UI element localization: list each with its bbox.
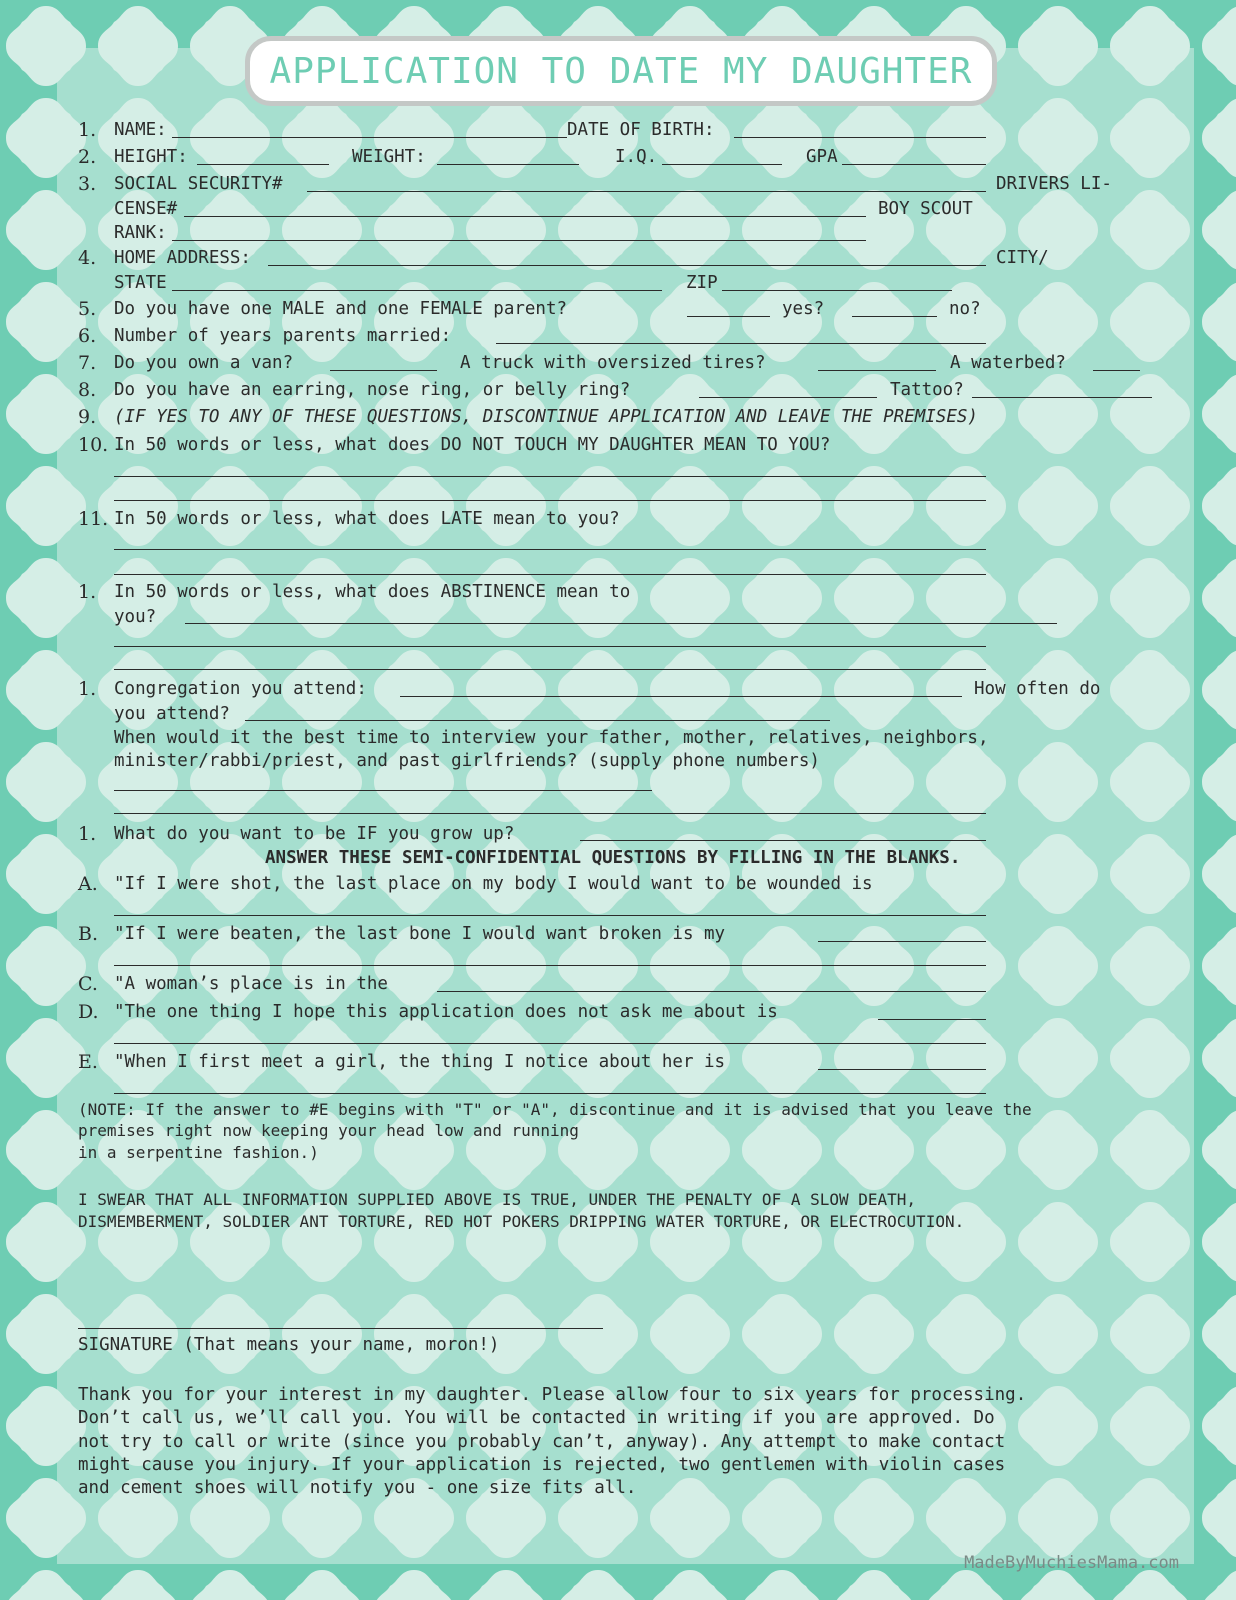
truck-label: A truck with oversized tires? [460, 353, 766, 373]
drivers-label: DRIVERS LI- [996, 174, 1112, 194]
watermark: MadeByMuchiesMama.com [964, 1553, 1179, 1573]
q12-answer-line-3[interactable] [114, 669, 986, 670]
q14-number: 1. [78, 823, 97, 845]
state-field[interactable] [172, 290, 662, 291]
dob-field[interactable] [734, 137, 986, 138]
q11-number: 11. [78, 508, 109, 530]
ssn-label: SOCIAL SECURITY# [114, 174, 283, 194]
qd-answer-line[interactable] [114, 1043, 986, 1044]
phone-numbers-line-2[interactable] [114, 813, 986, 814]
note-line-2: premises right now keeping your head low and running [78, 1121, 579, 1140]
qd-answer-field[interactable] [878, 1019, 986, 1020]
interview-text-1: When would it the best time to interview your father, mother, relatives, neighbors, [114, 728, 989, 748]
q6-number: 6. [78, 325, 97, 347]
q6-text: Number of years parents married: [114, 326, 452, 346]
state-label: STATE [114, 273, 167, 293]
q3-number: 3. [78, 173, 97, 195]
q5-no-label: no? [949, 299, 981, 319]
closing-line-3: not try to call or write (since you probably can’t, anyway). Any attempt to make contact [78, 1432, 1006, 1452]
piercing-field[interactable] [699, 397, 877, 398]
signature-field[interactable] [78, 1328, 603, 1329]
qe-letter: E. [78, 1051, 98, 1073]
ssn-field[interactable] [307, 191, 986, 192]
signature-label: SIGNATURE (That means your name, moron!) [78, 1335, 500, 1355]
q11-text: In 50 words or less, what does LATE mean to you? [114, 509, 620, 529]
qc-text: "A woman’s place is in the [114, 974, 388, 994]
attend-label: you attend? [114, 704, 230, 724]
qb-answer-line[interactable] [114, 965, 986, 966]
q12-answer-line-1[interactable] [185, 623, 1057, 624]
q14-text: What do you want to be IF you grow up? [114, 824, 515, 844]
qb-answer-field[interactable] [818, 941, 986, 942]
closing-line-4: might cause you injury. If your application is rejected, two gentlemen with violin cases [78, 1455, 1006, 1475]
q5-number: 5. [78, 298, 97, 320]
q12-answer-line-2[interactable] [114, 646, 986, 647]
zip-field[interactable] [722, 290, 952, 291]
name-field[interactable] [172, 137, 567, 138]
iq-label: I.Q. [615, 147, 658, 167]
boy-scout-label: BOY SCOUT [878, 199, 973, 219]
page-title: APPLICATION TO DATE MY DAUGHTER [269, 50, 973, 92]
tattoo-label: Tattoo? [890, 380, 964, 400]
qe-answer-field[interactable] [818, 1069, 986, 1070]
height-label: HEIGHT: [114, 147, 188, 167]
q9-warning: (IF YES TO ANY OF THESE QUESTIONS, DISCONTINUE APPLICATION AND LEAVE THE PREMISES) [114, 407, 978, 427]
closing-line-5: and cement shoes will notify you - one size fits all. [78, 1478, 637, 1498]
q5-yes-label: yes? [782, 299, 825, 319]
q10-answer-line-1[interactable] [114, 476, 986, 477]
q6-field[interactable] [496, 343, 986, 344]
congregation-field[interactable] [400, 696, 962, 697]
q11-answer-line-2[interactable] [114, 574, 986, 575]
truck-field[interactable] [818, 370, 936, 371]
q8-text: Do you have an earring, nose ring, or belly ring? [114, 380, 631, 400]
gpa-label: GPA [806, 147, 838, 167]
qc-letter: C. [78, 973, 98, 995]
name-label: NAME: [114, 120, 167, 140]
van-label: Do you own a van? [114, 353, 294, 373]
rank-label: RANK: [114, 223, 167, 243]
q5-text: Do you have one MALE and one FEMALE parent? [114, 299, 568, 319]
city-label: CITY/ [996, 248, 1049, 268]
license-field[interactable] [184, 216, 866, 217]
oath-line-2: DISMEMBERMENT, SOLDIER ANT TORTURE, RED HOT POKERS DRIPPING WATER TORTURE, OR ELECTROCUTION. [78, 1212, 965, 1231]
q12-number: 1. [78, 581, 97, 603]
oath-line-1: I SWEAR THAT ALL INFORMATION SUPPLIED ABOVE IS TRUE, UNDER THE PENALTY OF A SLOW DEATH, [78, 1190, 917, 1209]
congregation-label: Congregation you attend: [114, 679, 367, 699]
q5-no-field[interactable] [852, 316, 937, 317]
qc-answer-field[interactable] [437, 991, 986, 992]
weight-label: WEIGHT: [352, 147, 426, 167]
attend-field[interactable] [245, 720, 830, 721]
closing-line-2: Don’t call us, we’ll call you. You will be contacted in writing if you are approved. Do [78, 1408, 995, 1428]
how-often-label: How often do [974, 679, 1101, 699]
qb-text: "If I were beaten, the last bone I would want broken is my [114, 924, 726, 944]
q1-number: 1. [78, 119, 97, 141]
qb-letter: B. [78, 923, 99, 945]
q2-number: 2. [78, 146, 97, 168]
q10-text: In 50 words or less, what does DO NOT TOUCH MY DAUGHTER MEAN TO YOU? [114, 435, 831, 455]
q12-text: In 50 words or less, what does ABSTINENCE mean to [114, 582, 631, 602]
q8-number: 8. [78, 379, 97, 401]
zip-label: ZIP [686, 273, 718, 293]
qa-answer-line[interactable] [114, 915, 986, 916]
waterbed-field[interactable] [1093, 370, 1140, 371]
note-line-1: (NOTE: If the answer to #E begins with "T" or "A", discontinue and it is advised that you leave the [78, 1100, 1032, 1119]
q7-number: 7. [78, 352, 97, 374]
q11-answer-line-1[interactable] [114, 549, 986, 550]
rank-field[interactable] [172, 240, 866, 241]
title-banner [245, 36, 997, 106]
iq-field[interactable] [662, 164, 782, 165]
qd-letter: D. [78, 1001, 99, 1023]
q5-yes-field[interactable] [687, 316, 770, 317]
height-field[interactable] [197, 164, 329, 165]
van-field[interactable] [330, 370, 437, 371]
qd-text: "The one thing I hope this application does not ask me about is [114, 1002, 778, 1022]
gpa-field[interactable] [842, 164, 986, 165]
qe-text: "When I first meet a girl, the thing I notice about her is [114, 1052, 726, 1072]
license-label: CENSE# [114, 199, 178, 219]
closing-line-1: Thank you for your interest in my daughter. Please allow four to six years for processing. [78, 1385, 1027, 1405]
phone-numbers-line-1[interactable] [114, 790, 652, 791]
waterbed-label: A waterbed? [950, 353, 1066, 373]
q9-number: 9. [78, 406, 97, 428]
q10-number: 10. [78, 434, 109, 456]
tattoo-field[interactable] [972, 397, 1152, 398]
q13-number: 1. [78, 678, 97, 700]
home-address-label: HOME ADDRESS: [114, 248, 251, 268]
q12-text-cont: you? [114, 607, 157, 627]
note-line-3: in a serpentine fashion.) [78, 1143, 319, 1162]
qa-text: "If I were shot, the last place on my body I would want to be wounded is [114, 874, 873, 894]
weight-field[interactable] [437, 164, 579, 165]
qe-answer-line[interactable] [114, 1093, 986, 1094]
home-address-field[interactable] [268, 265, 986, 266]
grow-up-field[interactable] [580, 840, 986, 841]
dob-label: DATE OF BIRTH: [567, 120, 715, 140]
semi-confidential-heading: ANSWER THESE SEMI-CONFIDENTIAL QUESTIONS BY FILLING IN THE BLANKS. [265, 848, 961, 868]
qa-letter: A. [78, 873, 98, 895]
interview-text-2: minister/rabbi/priest, and past girlfriends? (supply phone numbers) [114, 751, 820, 771]
q10-answer-line-2[interactable] [114, 500, 986, 501]
q4-number: 4. [78, 247, 97, 269]
